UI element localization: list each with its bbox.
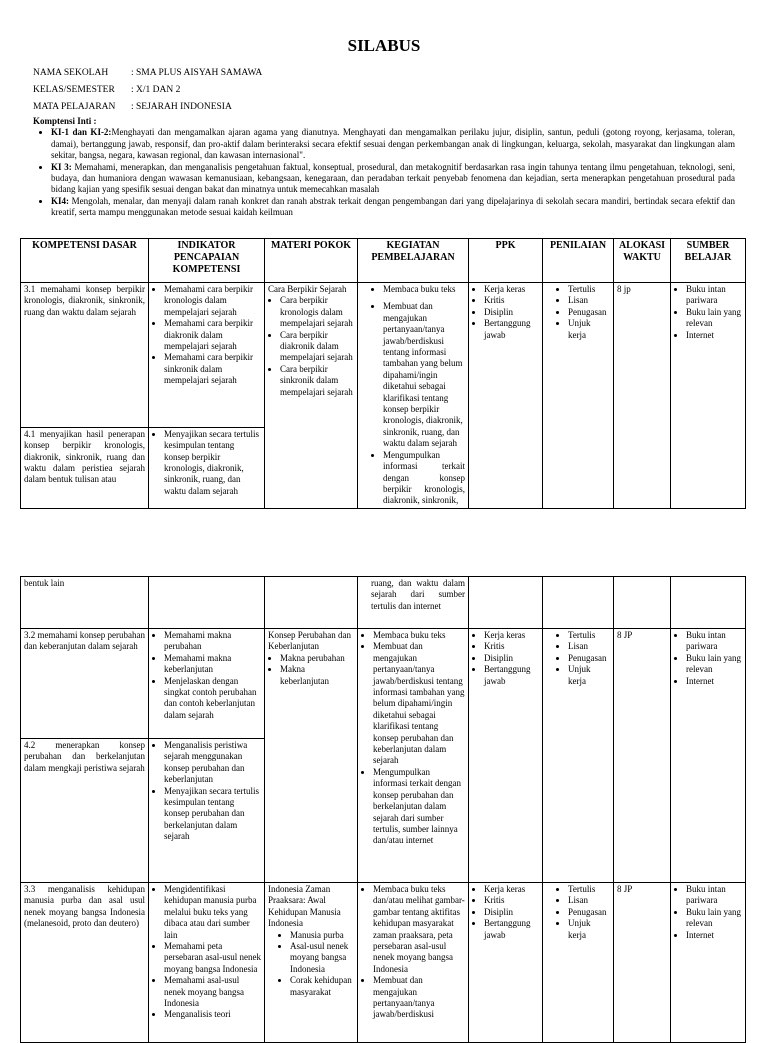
ipk-3-3-cell xyxy=(149,883,265,1043)
alokasi-cell: 8 JP xyxy=(614,629,671,883)
header-alokasi: ALOKASI WAKTU xyxy=(614,239,671,283)
list-item: • Lisan xyxy=(568,295,610,306)
list-item: • Kerja keras xyxy=(484,630,539,641)
list-item: • Kritis xyxy=(484,295,539,306)
info-row xyxy=(33,65,262,82)
list-item: • Kerja keras xyxy=(484,284,539,295)
info-row xyxy=(33,82,262,99)
ipk-3-2-cell xyxy=(149,629,265,739)
kd-3-3: 3.3 menganalisis kehidupan manusia purba dan asal usul nenek moyang bangsa Indonesia (melanesoid, proto dan deutero) xyxy=(21,883,149,1043)
info-label: NAMA SEKOLAH xyxy=(33,68,109,78)
sumber-cell xyxy=(671,629,746,883)
kd-4-2: 4.2 menerapkan konsep perubahan dan berkelanjutan dalam mengkaji peristiwa sejarah xyxy=(21,739,149,883)
table-row xyxy=(21,629,746,739)
alokasi-cell: 8 jp xyxy=(614,283,671,509)
list-item: • Disiplin xyxy=(484,653,539,664)
header-ppk: PPK xyxy=(469,239,543,283)
ppk-cell xyxy=(469,629,543,883)
list-item: • Disiplin xyxy=(484,307,539,318)
list-item: • Tertulis xyxy=(568,884,610,895)
table-header-row xyxy=(21,239,746,283)
penilaian-cell xyxy=(543,283,614,509)
list-item: • Disiplin xyxy=(484,907,539,918)
ppk-list xyxy=(472,884,539,941)
list-item: • Tertulis xyxy=(568,630,610,641)
continued-text: ruang, dan waktu dalam sejarah dari sumber tertulis dan internet xyxy=(371,578,465,611)
list-item: • Menyajikan secara tertulis kesimpulan tentang konsep berpikir kronologis, diakronik, sinkronik, ruang, dan waktu dalam sejarah xyxy=(164,429,261,497)
sumber-list xyxy=(674,284,742,341)
empty-cell xyxy=(265,577,358,629)
list-item: • Bertanggung jawab xyxy=(484,318,539,341)
list-item: • Mengumpulkan informasi terkait dengan konsep berpikir kronologis, diakronik, sinkronik, xyxy=(383,450,465,507)
list-item: • Unjuk kerja xyxy=(568,664,610,687)
list-item: • Kritis xyxy=(484,895,539,906)
kd-continued: bentuk lain xyxy=(21,577,149,629)
kegiatan-cell xyxy=(358,629,469,883)
kd-3-1: 3.1 memahami konsep berpikir kronologis, diakronik, sinkronik, ruang dan waktu dalam sejarah xyxy=(21,283,149,428)
ppk-list xyxy=(472,630,539,687)
ipk-list xyxy=(152,429,261,497)
list-item: • Bertanggung jawab xyxy=(484,664,539,687)
list-item: • Internet xyxy=(686,930,742,941)
penilaian-list xyxy=(546,884,610,941)
materi-cell xyxy=(265,283,358,509)
list-item: • Penugasan xyxy=(568,907,610,918)
list-item: • Buku intan pariwara xyxy=(686,884,742,907)
list-item: • Buku intan pariwara xyxy=(686,630,742,653)
sumber-list xyxy=(674,630,742,687)
materi-title: Konsep Perubahan dan Keberlanjutan xyxy=(268,630,351,652)
list-item: • Cara berpikir sinkronik dalam mempelajari sejarah xyxy=(280,364,354,398)
list-item: • Buku lain yang relevan xyxy=(686,653,742,676)
kegiatan-cell xyxy=(358,283,469,509)
ipk-4-2-cell xyxy=(149,739,265,883)
sumber-cell xyxy=(671,283,746,509)
kompetensi-inti xyxy=(33,116,735,219)
list-item: • Menjelaskan dengan singkat contoh perubahan dan contoh keberlanjutan dalam sejarah xyxy=(164,676,261,722)
ppk-cell xyxy=(469,283,543,509)
ki-heading: Komptensi Inti : xyxy=(33,116,97,126)
materi-list xyxy=(268,295,354,398)
list-item: • Membuat dan mengajukan pertanyaan/tanya jawab/berdiskusi xyxy=(373,975,465,1021)
list-item: • Memahami makna keberlanjutan xyxy=(164,653,261,676)
info-value: : SEJARAH INDONESIA xyxy=(131,102,232,112)
list-item: • Penugasan xyxy=(568,307,610,318)
info-label: KELAS/SEMESTER xyxy=(33,85,115,95)
ki-key: KI-1 dan KI-2: xyxy=(51,127,112,138)
document-page-2 xyxy=(0,576,768,1024)
list-item: • Menganalisis teori xyxy=(164,1009,261,1020)
list-item: • Membaca buku teks dan/atau melihat gambar-gambar tentang aktifitas kehidupan masyarakat zaman praaksara, peta persebaran asal-usul nenek moyang bangsa Indonesia xyxy=(373,884,465,975)
kd-4-1: 4.1 menyajikan hasil penerapan konsep berpikir kronologis, diakronik, sinkronik, ruang dan waktu dalam peristiea sejarah dalam bentuk tulisan atau xyxy=(21,427,149,508)
list-item: • Cara berpikir kronologis dalam mempelajari sejarah xyxy=(280,295,354,329)
list-item: • Buku lain yang relevan xyxy=(686,907,742,930)
list-item: • Menyajikan secara tertulis kesimpulan tentang konsep perubahan dan berkelanjutan dalam sejarah xyxy=(164,786,261,843)
list-item: • Asal-usul nenek moyang bangsa Indonesia xyxy=(290,941,354,975)
list-item: • Memahami makna perubahan xyxy=(164,630,261,653)
empty-cell xyxy=(149,577,265,629)
ki-item xyxy=(51,162,735,196)
list-item: • Memahami peta persebaran asal-usul nenek moyang bangsa Indonesia xyxy=(164,941,261,975)
list-item: • Lisan xyxy=(568,641,610,652)
materi-cell xyxy=(265,883,358,1043)
header-kegiatan: KEGIATAN PEMBELAJARAN xyxy=(358,239,469,283)
alokasi-cell: 8 JP xyxy=(614,883,671,1043)
table-row xyxy=(21,577,746,629)
table-row xyxy=(21,283,746,428)
ipk-list xyxy=(152,884,261,1021)
syllabus-table-page-1 xyxy=(20,238,746,509)
list-item: • Unjuk kerja xyxy=(568,318,610,341)
ppk-list xyxy=(472,284,539,341)
list-item: • Menganalisis peristiwa sejarah menggunakan konsep perubahan dan keberlanjutan xyxy=(164,740,261,786)
empty-cell xyxy=(543,577,614,629)
ipk-4-1-cell xyxy=(149,427,265,508)
info-value: : SMA PLUS AISYAH SAMAWA xyxy=(131,68,263,78)
syllabus-table-page-2 xyxy=(20,576,746,1043)
list-item: • Lisan xyxy=(568,895,610,906)
ipk-list xyxy=(152,284,261,387)
header-sumber: SUMBER BELAJAR xyxy=(671,239,746,283)
list-item: • Membaca buku teks xyxy=(383,284,465,295)
kd-3-2: 3.2 memahami konsep perubahan dan keberanjutan dalam sejarah xyxy=(21,629,149,739)
sumber-cell xyxy=(671,883,746,1043)
empty-cell xyxy=(614,577,671,629)
materi-title: Indonesia Zaman Praaksara: Awal Kehidupan Manusia Indonesia xyxy=(268,884,341,929)
list-item: • Memahami cara berpikir kronologis dalam mempelajari sejarah xyxy=(164,284,261,318)
header-ipk: INDIKATOR PENCAPAIAN KOMPETENSI xyxy=(149,239,265,283)
list-item: • Bertanggung jawab xyxy=(484,918,539,941)
ki-text: Mengolah, menalar, dan menyaji dalam ranah konkret dan ranah abstrak terkait dengan pengembangan dari yang dipelajarinya di sekolah secara mandiri, bertindak secara efektif dan kreatif, serta mampu menggunakan metode sesuai kaidah keilmuan xyxy=(51,195,735,218)
ki-key: KI4: xyxy=(51,195,69,206)
list-item: • Tertulis xyxy=(568,284,610,295)
list-item: • Membaca buku teks xyxy=(373,630,465,641)
kegiatan-list xyxy=(361,630,465,847)
ki-key: KI 3: xyxy=(51,161,72,172)
list-item: • Kerja keras xyxy=(484,884,539,895)
header-materi: MATERI POKOK xyxy=(265,239,358,283)
ki-text: Memahami, menerapkan, dan menganalisis pengetahuan faktual, konseptual, prosedural, dan metakognitif berdasarkan rasa ingin tahunya tentang ilmu pengetahuan, teknologi, seni, budaya, dan humaniora dengan wawasan kemanusiaan, kebangsaan, kenegaraan, dan peradaban terkait penyebab fenomena dan kejadian, serta menerapkan pengetahuan prosedural pada bidang kajian yang spesifik sesuai dengan bakat dan minatnya untuk memecahkan masalah xyxy=(51,161,736,195)
header-kd: KOMPETENSI DASAR xyxy=(21,239,149,283)
list-item: • Membuat dan mengajukan pertanyaan/tanya jawab/berdiskusi tentang informasi tambahan yang belum dipahami/ingin diketahui sebagai klarifikasi tentang konsep berpikir kronologis, diakronik, sinkronik, ruang, dan waktu dalam sejarah xyxy=(383,301,465,449)
list-item: • Buku intan pariwara xyxy=(686,284,742,307)
list-item: • Buku lain yang relevan xyxy=(686,307,742,330)
page-title: SILABUS xyxy=(347,36,421,55)
list-item: • Membuat dan mengajukan pertanyaan/tanya jawab/berdiskusi tentang informasi tambahan yang belum dipahami/ingin diketahui sebagai klarifikasi tentang konsep perubahan dan keberlanjutan dalam sejarah xyxy=(373,641,465,766)
kegiatan-cell xyxy=(358,883,469,1043)
list-item: • Makna perubahan xyxy=(280,653,354,664)
sumber-list xyxy=(674,884,742,941)
list-item: • Memahami cara berpikir diakronik dalam mempelajari sejarah xyxy=(164,318,261,352)
penilaian-list xyxy=(546,284,610,341)
list-item: • Penugasan xyxy=(568,653,610,664)
kegiatan-continued xyxy=(358,577,469,629)
list-item: • Internet xyxy=(686,330,742,341)
list-item: • Makna keberlanjutan xyxy=(280,664,354,687)
penilaian-cell xyxy=(543,629,614,883)
ppk-cell xyxy=(469,883,543,1043)
info-value: : X/1 DAN 2 xyxy=(131,85,181,95)
empty-cell xyxy=(469,577,543,629)
header-penilaian: PENILAIAN xyxy=(543,239,614,283)
list-item: • Unjuk kerja xyxy=(568,918,610,941)
ipk-list xyxy=(152,740,261,843)
list-item: • Memahami cara berpikir sinkronik dalam mempelajari sejarah xyxy=(164,352,261,386)
ki-list xyxy=(33,127,735,218)
penilaian-cell xyxy=(543,883,614,1043)
list-item: • Mengidentifikasi kehidupan manusia purba melalui buku teks yang dibaca atau dari sumber lain xyxy=(164,884,261,941)
list-item: • Mengumpulkan informasi terkait dengan konsep perubahan dan berkelanjutan dalam sejarah dari sumber tertulis, sumber lainnya dan/atau internet xyxy=(373,767,465,847)
empty-cell xyxy=(671,577,746,629)
list-item: • Memahami asal-usul nenek moyang bangsa Indonesia xyxy=(164,975,261,1009)
list-item: • Corak kehidupan masyarakat xyxy=(290,975,354,998)
list-item: • Cara berpikir diakronik dalam mempelajari sejarah xyxy=(280,330,354,364)
materi-list xyxy=(268,653,354,687)
kegiatan-list xyxy=(361,284,465,507)
info-row xyxy=(33,99,262,116)
list-item: • Internet xyxy=(686,676,742,687)
ki-item xyxy=(51,196,735,219)
materi-cell xyxy=(265,629,358,883)
list-item: • Kritis xyxy=(484,641,539,652)
kegiatan-list xyxy=(361,884,465,1021)
ki-item xyxy=(51,127,735,161)
ipk-list xyxy=(152,630,261,721)
ki-text: Menghayati dan mengamalkan ajaran agama yang dianutnya. Menghayati dan mengamalkan perilaku jujur, disiplin, santun, peduli (gotong royong, kerjasama, toleran, damai), bertanggung jawab, responsif, dan pro-aktif dalam berinteraksi secara efektif sesuai dengan perkembangan anak di lingkungan, keluarga, sekolah, masyarakat dan lingkungan alam sekitar, bangsa, negara, kawasan regional, dan kawasan internasional". xyxy=(51,127,735,161)
list-item: • Manusia purba xyxy=(290,930,354,941)
table-row xyxy=(21,883,746,1043)
penilaian-list xyxy=(546,630,610,687)
materi-title: Cara Berpikir Sejarah xyxy=(268,284,347,294)
materi-list xyxy=(268,930,354,998)
info-label: MATA PELAJARAN xyxy=(33,102,116,112)
ipk-3-1-cell xyxy=(149,283,265,428)
school-info xyxy=(33,65,262,116)
